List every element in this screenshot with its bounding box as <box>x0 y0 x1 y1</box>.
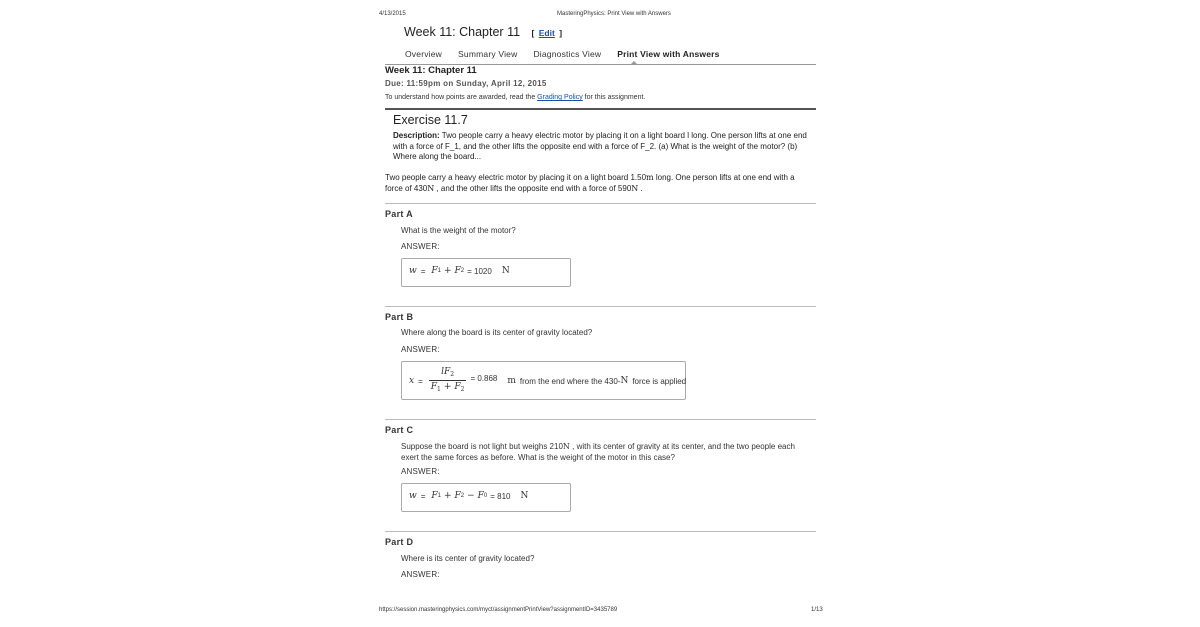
part-d-question: Where is its center of gravity located? <box>401 554 535 563</box>
part-a-answer <box>409 266 510 276</box>
subscript: 2 <box>460 268 465 274</box>
part-a-unit: N <box>501 266 510 276</box>
var-x: x <box>409 376 415 386</box>
part-b-value: = 0.868 <box>470 373 498 383</box>
var-l: l <box>441 367 444 377</box>
part-c-question-text-2: , with its center of gravity at its center, and the two people each exert the same forces as before. What is the weight of the motor in this case? <box>401 442 795 462</box>
grading-policy-note <box>385 94 645 101</box>
part-a-value: = 1020 <box>467 266 492 276</box>
part-divider <box>385 203 816 204</box>
active-tab-pointer-icon <box>630 61 638 65</box>
part-c-title: Part C <box>385 425 414 435</box>
unit-meters: m <box>646 173 654 182</box>
var-f2: F <box>454 266 461 276</box>
assignment-title: Week 11: Chapter 11 <box>404 25 521 39</box>
assignment-heading: Week 11: Chapter 11 <box>385 65 477 76</box>
subscript: 0 <box>483 493 488 499</box>
part-a-question: What is the weight of the motor? <box>401 226 516 235</box>
view-tabs <box>405 49 736 59</box>
part-divider <box>385 531 816 532</box>
tab-print-view-with-answers[interactable]: Print View with Answers <box>617 49 720 59</box>
tab-overview[interactable]: Overview <box>405 49 443 59</box>
var-w: w <box>409 491 417 501</box>
part-c-answer <box>409 491 528 501</box>
subscript: 1 <box>437 268 441 274</box>
edit-control <box>532 28 563 38</box>
var-f1: F <box>430 382 437 392</box>
fraction-numerator <box>439 367 456 380</box>
equals-sign: = <box>420 266 426 276</box>
print-page-title: MasteringPhysics: Print View with Answers <box>557 11 671 17</box>
due-date: Due: 11:59pm on Sunday, April 12, 2015 <box>385 79 547 88</box>
description-text: Two people carry a heavy electric motor by placing it on a light board l long. One person lifts at one end with a force of F_1, and the other lifts the opposite end with a force of F_2. (a) What is the weight of the motor? (b) Where along the board... <box>393 131 807 161</box>
part-a-title: Part A <box>385 209 413 219</box>
problem-text-1: Two people carry a heavy electric motor by placing it on a light board 1.50 <box>385 173 647 182</box>
part-b-unit: m <box>507 376 516 386</box>
subscript: 2 <box>460 386 465 393</box>
problem-statement <box>385 173 809 194</box>
part-b-answer <box>409 367 686 395</box>
var-f0: F <box>477 491 484 501</box>
part-c-value: = 810 <box>490 491 511 501</box>
part-divider <box>385 419 816 420</box>
fraction-denominator <box>429 380 467 395</box>
part-b-title: Part B <box>385 312 414 322</box>
unit-newtons: N <box>620 376 629 386</box>
part-d-answer-label: ANSWER: <box>401 570 440 579</box>
equals-sign: = <box>420 491 426 501</box>
fraction <box>429 367 467 395</box>
part-c-question <box>401 442 809 463</box>
exercise-description <box>393 131 809 163</box>
part-b-question: Where along the board is its center of gravity located? <box>401 328 593 337</box>
part-b-tail-text-2: force is applied <box>632 376 687 386</box>
plus-sign: + <box>443 382 452 392</box>
var-f2: F <box>454 491 461 501</box>
part-c-question-text-1: Suppose the board is not light but weighs 210 <box>401 442 563 451</box>
problem-text-3: , and the other lifts the opposite end with a force of 590 <box>436 183 632 193</box>
plus-sign: + <box>443 491 452 501</box>
unit-newtons: N <box>631 183 639 193</box>
part-b-tail-text-1: from the end where the 430- <box>519 376 621 386</box>
assignment-title-bar <box>404 25 562 39</box>
print-date: 4/13/2015 <box>379 11 406 17</box>
problem-text-4: . <box>640 183 643 193</box>
part-c-unit: N <box>520 491 529 501</box>
var-f2: F <box>454 382 461 392</box>
subscript: 1 <box>437 386 441 393</box>
subscript: 2 <box>450 371 455 378</box>
part-d-title: Part D <box>385 537 414 547</box>
part-a-answer-label: ANSWER: <box>401 242 440 251</box>
minus-sign: − <box>467 491 475 501</box>
unit-newtons: N <box>427 183 435 193</box>
part-b-answer-box <box>401 361 686 400</box>
var-f1: F <box>431 491 438 501</box>
edit-link[interactable]: Edit <box>538 28 555 38</box>
part-a-answer-box <box>401 258 571 287</box>
print-page-number: 1/13 <box>811 607 823 613</box>
print-url: https://session.masteringphysics.com/myct/assignmentPrintView?assignmentID=3435789 <box>379 607 618 613</box>
tab-summary-view[interactable]: Summary View <box>458 49 518 59</box>
grading-policy-link[interactable]: Grading Policy <box>537 94 583 101</box>
part-divider <box>385 306 816 307</box>
description-label: Description: <box>393 131 440 140</box>
part-c-answer-box <box>401 483 571 512</box>
part-c-answer-label: ANSWER: <box>401 467 440 476</box>
var-f1: F <box>431 266 438 276</box>
var-f2: F <box>444 367 451 377</box>
var-w: w <box>409 266 417 276</box>
subscript: 1 <box>437 493 441 499</box>
policy-text-before: To understand how points are awarded, read the <box>385 94 536 101</box>
exercise-title: Exercise 11.7 <box>393 113 468 127</box>
part-b-answer-label: ANSWER: <box>401 345 440 354</box>
subscript: 2 <box>460 493 465 499</box>
plus-sign: + <box>443 266 452 276</box>
exercise-divider <box>385 108 816 110</box>
policy-text-after: for this assignment. <box>584 94 646 101</box>
equals-sign: = <box>418 376 423 386</box>
unit-newtons: N <box>562 442 570 451</box>
edit-bracket-open: [ <box>531 28 535 38</box>
tab-diagnostics-view[interactable]: Diagnostics View <box>533 49 602 59</box>
edit-bracket-close: ] <box>559 28 563 38</box>
problem-text-2: long. One person lifts at one end with a force of 430 <box>385 173 795 193</box>
